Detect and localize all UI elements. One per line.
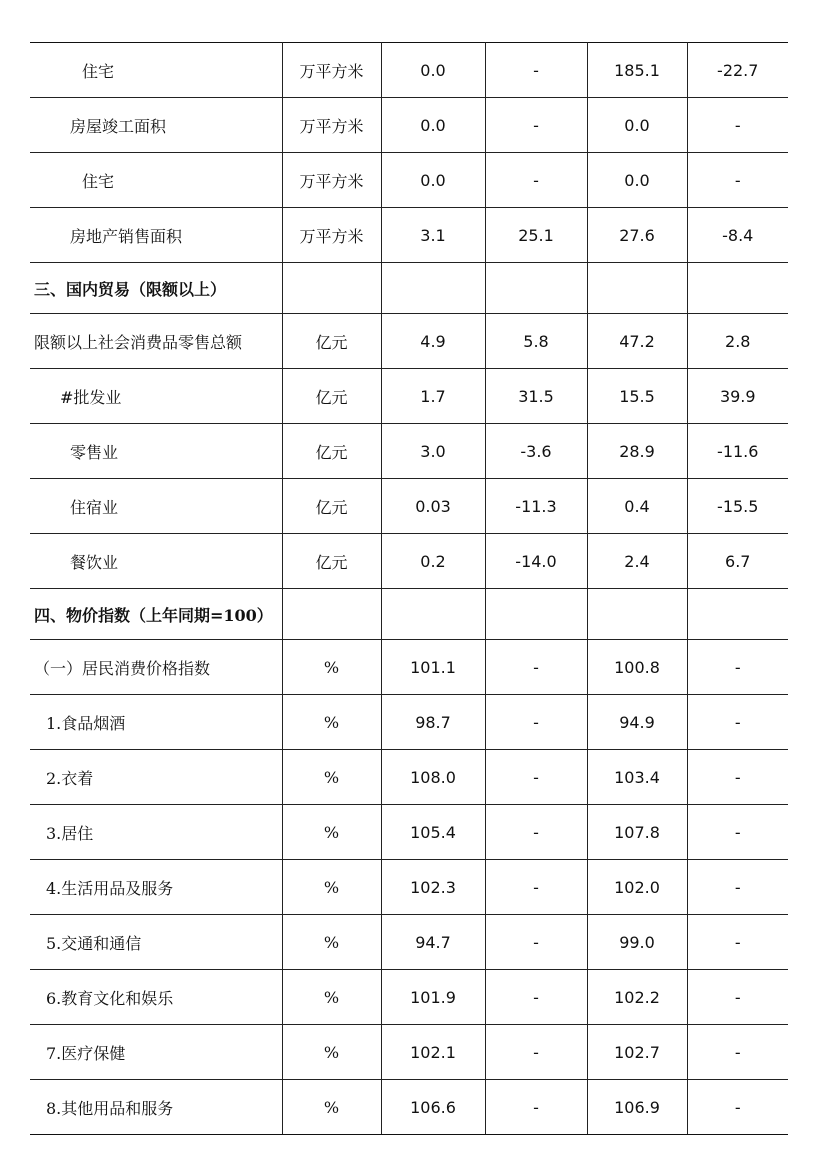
empty-cell (587, 589, 687, 640)
row-value: -11.6 (687, 424, 788, 479)
row-value: 31.5 (485, 369, 587, 424)
row-value: 102.2 (587, 970, 687, 1025)
row-label: #批发业 (30, 369, 282, 424)
row-value: 6.7 (687, 534, 788, 589)
table-row (30, 1025, 788, 1080)
row-unit: 亿元 (282, 369, 381, 424)
row-value: - (485, 695, 587, 750)
row-value: 102.0 (587, 860, 687, 915)
row-value: 100.8 (587, 640, 687, 695)
table-row (30, 695, 788, 750)
empty-cell (381, 263, 485, 314)
section-header-row (30, 589, 788, 640)
row-value: 0.0 (587, 153, 687, 208)
row-value: - (485, 43, 587, 98)
table-row (30, 915, 788, 970)
row-label: 住宅 (30, 43, 282, 98)
row-label: 2.衣着 (30, 750, 282, 805)
row-label: 住宿业 (30, 479, 282, 534)
row-value: 1.7 (381, 369, 485, 424)
row-value: 15.5 (587, 369, 687, 424)
row-value: - (485, 970, 587, 1025)
row-value: - (485, 805, 587, 860)
table-row (30, 805, 788, 860)
row-value: 94.7 (381, 915, 485, 970)
row-value: 102.3 (381, 860, 485, 915)
row-value: 0.0 (381, 98, 485, 153)
row-value: 28.9 (587, 424, 687, 479)
row-value: 102.1 (381, 1025, 485, 1080)
row-value: 5.8 (485, 314, 587, 369)
empty-cell (485, 263, 587, 314)
row-value: - (687, 98, 788, 153)
row-value: - (687, 750, 788, 805)
row-unit: % (282, 695, 381, 750)
row-value: 108.0 (381, 750, 485, 805)
row-unit: 万平方米 (282, 153, 381, 208)
table-row (30, 534, 788, 589)
row-value: -22.7 (687, 43, 788, 98)
table-row (30, 479, 788, 534)
row-value: 39.9 (687, 369, 788, 424)
row-value: - (687, 640, 788, 695)
section-title-price-index: 四、物价指数（上年同期=100） (30, 589, 282, 640)
table-row (30, 750, 788, 805)
row-label: 限额以上社会消费品零售总额 (30, 314, 282, 369)
row-value: 27.6 (587, 208, 687, 263)
row-value: 185.1 (587, 43, 687, 98)
row-unit: 亿元 (282, 479, 381, 534)
row-unit: % (282, 915, 381, 970)
table-row (30, 424, 788, 479)
empty-cell (282, 263, 381, 314)
row-value: - (485, 915, 587, 970)
row-unit: % (282, 860, 381, 915)
section-title-domestic-trade: 三、国内贸易（限额以上） (30, 263, 282, 314)
row-value: -11.3 (485, 479, 587, 534)
row-value: - (687, 970, 788, 1025)
row-value: -3.6 (485, 424, 587, 479)
row-value: - (687, 153, 788, 208)
row-value: 0.0 (587, 98, 687, 153)
row-value: - (485, 153, 587, 208)
row-value: 0.2 (381, 534, 485, 589)
row-label: 房地产销售面积 (30, 208, 282, 263)
row-value: 106.6 (381, 1080, 485, 1135)
row-value: - (687, 860, 788, 915)
row-unit: 万平方米 (282, 43, 381, 98)
empty-cell (282, 589, 381, 640)
row-value: 99.0 (587, 915, 687, 970)
row-value: - (485, 1080, 587, 1135)
row-value: - (485, 1025, 587, 1080)
table-row (30, 369, 788, 424)
row-value: 98.7 (381, 695, 485, 750)
row-label: 餐饮业 (30, 534, 282, 589)
row-unit: 亿元 (282, 534, 381, 589)
table-row (30, 860, 788, 915)
row-label: 6.教育文化和娱乐 (30, 970, 282, 1025)
row-value: - (687, 1025, 788, 1080)
empty-cell (687, 589, 788, 640)
row-label: 零售业 (30, 424, 282, 479)
row-label: 3.居住 (30, 805, 282, 860)
row-value: - (687, 695, 788, 750)
row-unit: 亿元 (282, 424, 381, 479)
row-value: 101.1 (381, 640, 485, 695)
row-unit: % (282, 1025, 381, 1080)
table-row (30, 43, 788, 98)
row-value: 0.0 (381, 43, 485, 98)
row-value: 106.9 (587, 1080, 687, 1135)
row-value: 3.0 (381, 424, 485, 479)
table-row (30, 98, 788, 153)
row-unit: 亿元 (282, 314, 381, 369)
row-value: 102.7 (587, 1025, 687, 1080)
row-label: 1.食品烟酒 (30, 695, 282, 750)
row-value: - (687, 915, 788, 970)
row-value: - (485, 640, 587, 695)
empty-cell (687, 263, 788, 314)
row-value: 101.9 (381, 970, 485, 1025)
row-value: 47.2 (587, 314, 687, 369)
row-unit: % (282, 970, 381, 1025)
row-label: 5.交通和通信 (30, 915, 282, 970)
table-row (30, 208, 788, 263)
row-value: -15.5 (687, 479, 788, 534)
row-value: 107.8 (587, 805, 687, 860)
row-value: 2.8 (687, 314, 788, 369)
row-unit: % (282, 1080, 381, 1135)
empty-cell (381, 589, 485, 640)
row-unit: % (282, 750, 381, 805)
row-value: 25.1 (485, 208, 587, 263)
row-unit: % (282, 805, 381, 860)
row-value: - (687, 805, 788, 860)
row-value: 4.9 (381, 314, 485, 369)
section-header-row (30, 263, 788, 314)
table-row (30, 314, 788, 369)
row-label: 房屋竣工面积 (30, 98, 282, 153)
row-value: - (485, 750, 587, 805)
row-unit: % (282, 640, 381, 695)
empty-cell (587, 263, 687, 314)
row-value: 3.1 (381, 208, 485, 263)
table-row (30, 153, 788, 208)
row-value: 2.4 (587, 534, 687, 589)
row-label: 4.生活用品及服务 (30, 860, 282, 915)
row-value: 0.03 (381, 479, 485, 534)
statistics-table (30, 42, 788, 1135)
empty-cell (485, 589, 587, 640)
row-label: 住宅 (30, 153, 282, 208)
row-value: - (485, 98, 587, 153)
row-label: 8.其他用品和服务 (30, 1080, 282, 1135)
row-value: -14.0 (485, 534, 587, 589)
row-value: 0.0 (381, 153, 485, 208)
table-row (30, 640, 788, 695)
row-label: 7.医疗保健 (30, 1025, 282, 1080)
row-value: 0.4 (587, 479, 687, 534)
row-label: （一）居民消费价格指数 (30, 640, 282, 695)
table-row (30, 970, 788, 1025)
row-unit: 万平方米 (282, 208, 381, 263)
row-unit: 万平方米 (282, 98, 381, 153)
row-value: -8.4 (687, 208, 788, 263)
row-value: - (687, 1080, 788, 1135)
row-value: 94.9 (587, 695, 687, 750)
row-value: 103.4 (587, 750, 687, 805)
table-row (30, 1080, 788, 1135)
row-value: 105.4 (381, 805, 485, 860)
row-value: - (485, 860, 587, 915)
